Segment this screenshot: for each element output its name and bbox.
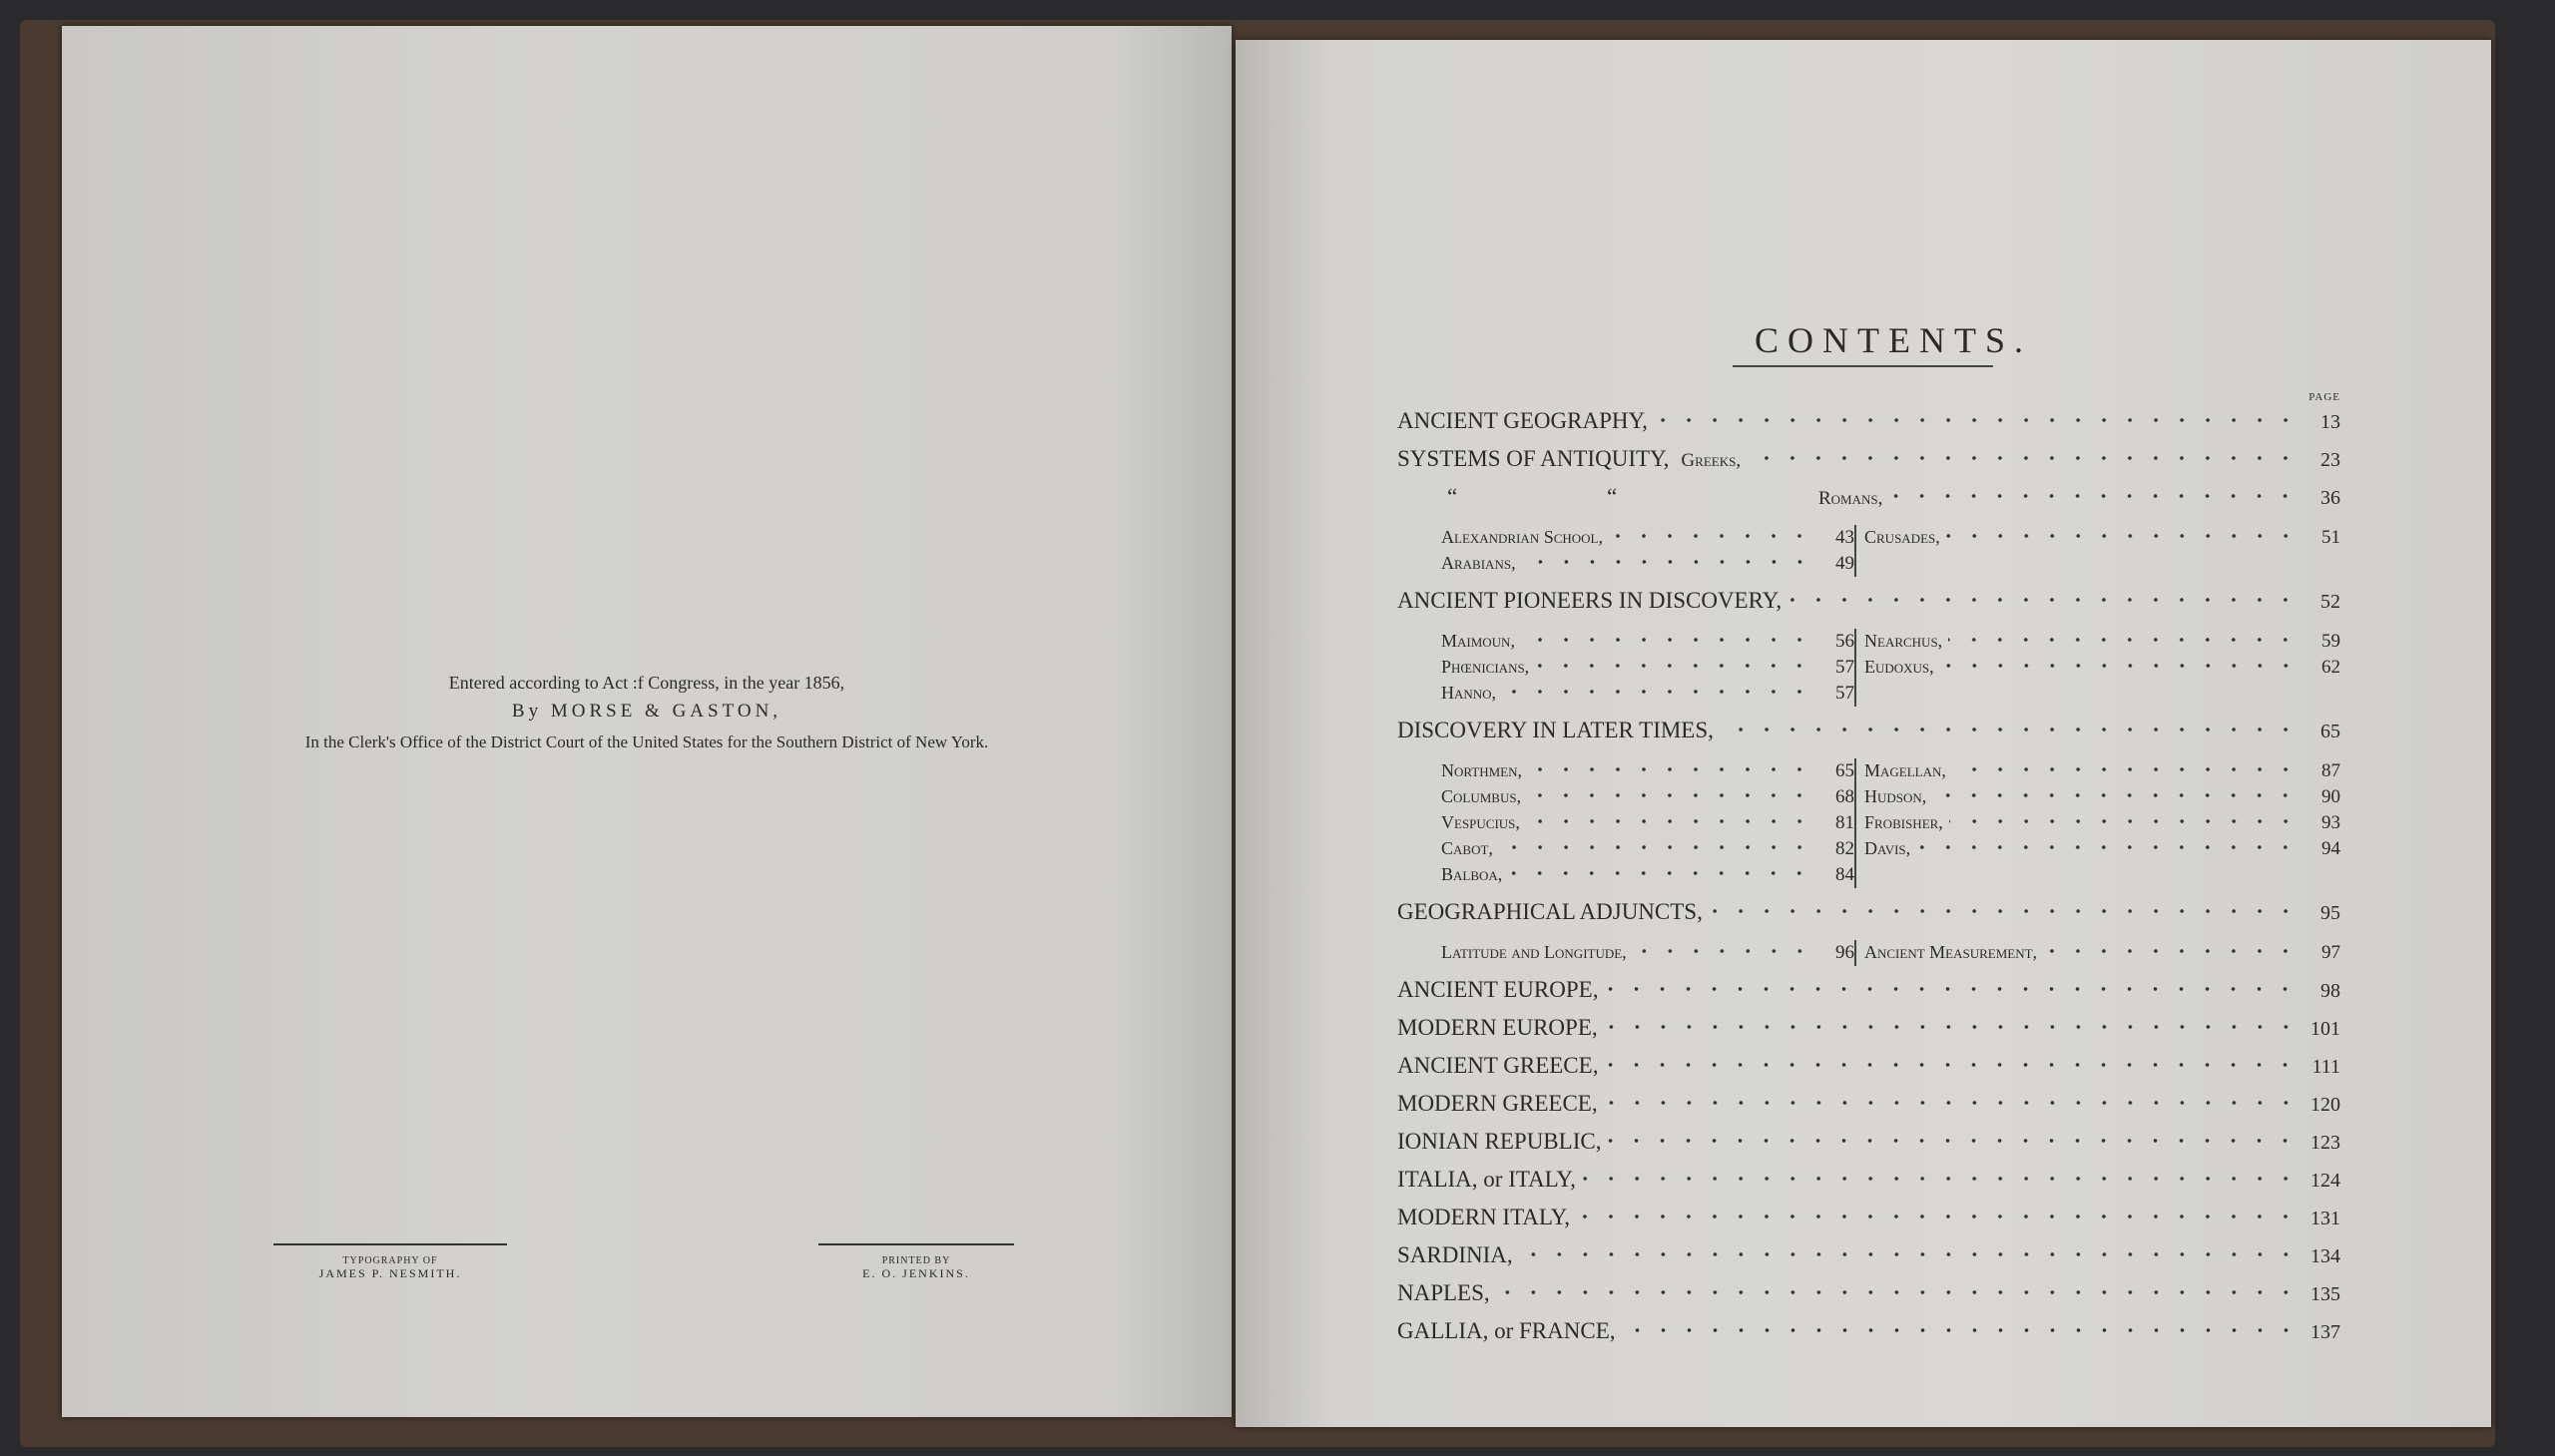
entry-label: MODERN EUROPE, <box>1397 1015 1598 1040</box>
toc-subentry <box>1864 758 2340 784</box>
dot-leader <box>1654 405 2299 428</box>
page-number: 98 <box>2320 980 2340 1002</box>
page-number: 82 <box>1835 838 1854 859</box>
dot-leader <box>1521 629 1812 647</box>
page-column-header: PAGE <box>2308 391 2340 403</box>
entry-label: Hudson, <box>1864 786 1927 806</box>
entry-label: Phœnicians, <box>1441 657 1530 677</box>
page-number: 57 <box>1835 657 1854 678</box>
page-number: 52 <box>2320 591 2340 613</box>
dot-leader <box>1633 940 1812 958</box>
toc-entry <box>1397 896 2340 934</box>
page-number: 90 <box>2321 786 2340 807</box>
entry-label: Davis, <box>1864 838 1911 858</box>
page-number: 65 <box>2320 721 2340 742</box>
toc-column-right <box>1854 758 2340 888</box>
toc-column-left <box>1441 525 1854 577</box>
toc-entry <box>1397 1088 2340 1126</box>
page-number: 87 <box>2321 760 2340 781</box>
dot-leader <box>1949 810 2299 828</box>
dot-leader <box>1582 1164 2299 1187</box>
toc-column-left <box>1441 940 1854 966</box>
page-number: 13 <box>2320 411 2340 433</box>
toc-subentry <box>1441 940 1854 966</box>
page-number: 56 <box>1835 631 1854 652</box>
toc-subentry <box>1864 784 2340 810</box>
copyright-line: Entered according to Act :f Congress, in the year 1856, <box>448 673 845 693</box>
entry-label: DISCOVERY IN LATER TIMES, <box>1397 718 1714 742</box>
dot-leader <box>1604 1012 2299 1035</box>
entry-label: Balboa, <box>1441 864 1503 884</box>
entry-label: ANCIENT EUROPE, <box>1397 977 1599 1002</box>
page-number: 23 <box>2320 449 2340 471</box>
toc-entry <box>1397 1012 2340 1050</box>
page-number: 81 <box>1835 812 1854 833</box>
right-page <box>1236 40 2491 1427</box>
page-number: 95 <box>2320 902 2340 924</box>
page-number: 124 <box>2310 1170 2340 1192</box>
entry-label: Eudoxus, <box>1864 657 1934 677</box>
entry-label: MODERN GREECE, <box>1397 1091 1598 1116</box>
page-number: 120 <box>2310 1094 2340 1116</box>
toc-subentry <box>1864 940 2340 966</box>
toc-entry <box>1397 443 2340 481</box>
toc-column-left <box>1441 629 1854 707</box>
divider <box>818 1243 1014 1245</box>
dot-leader <box>2043 940 2299 958</box>
entry-label: Maimoun, <box>1441 631 1515 651</box>
dot-leader <box>1528 758 1812 776</box>
page-number: 62 <box>2321 657 2340 678</box>
dot-leader <box>1609 525 1812 543</box>
credit-label: PRINTED BY <box>881 1255 951 1266</box>
page-number: 57 <box>1835 683 1854 704</box>
entry-label: GALLIA, or FRANCE, <box>1397 1318 1616 1343</box>
dot-leader <box>1709 896 2299 919</box>
credit-name: E. O. JENKINS. <box>862 1266 970 1280</box>
entry-label: SARDINIA, <box>1397 1242 1513 1267</box>
page-number: 49 <box>1835 553 1854 574</box>
toc-subentry <box>1441 862 1854 888</box>
toc-entry <box>1397 974 2340 1012</box>
entry-label: Latitude and Longitude, <box>1441 942 1627 962</box>
dot-leader <box>1747 443 2299 466</box>
entry-label: Nearchus, <box>1864 631 1943 651</box>
toc-subentry <box>1441 681 1854 707</box>
table-of-contents <box>1397 391 2340 1353</box>
dot-leader <box>1496 1277 2299 1300</box>
entry-label: MODERN ITALY, <box>1397 1205 1571 1229</box>
page-number: 97 <box>2321 942 2340 963</box>
dot-leader <box>1576 1202 2299 1224</box>
page-number: 68 <box>1835 786 1854 807</box>
toc-subentry <box>1441 836 1854 862</box>
toc-subentry <box>1441 551 1854 577</box>
ditto-mark: “ <box>1607 484 1618 509</box>
entry-sublabel: Romans, <box>1818 488 1883 509</box>
dot-leader <box>1508 862 1812 880</box>
toc-subentry <box>1864 525 2340 551</box>
dot-leader <box>1932 784 2299 802</box>
dot-leader <box>1502 681 1812 699</box>
entry-label: ANCIENT GREECE, <box>1397 1053 1599 1078</box>
page-number: 123 <box>2310 1132 2340 1154</box>
entry-sublabel: Greeks, <box>1681 450 1742 471</box>
page-number: 94 <box>2321 838 2340 859</box>
toc-subentries <box>1441 758 2340 888</box>
toc-column-right <box>1854 940 2340 966</box>
toc-subentry <box>1441 525 1854 551</box>
page-number: 59 <box>2321 631 2340 652</box>
page-number: 36 <box>2320 487 2340 509</box>
page-number: 134 <box>2310 1245 2340 1267</box>
toc-entry <box>1397 715 2340 752</box>
page-number: 84 <box>1835 864 1854 885</box>
toc-subentry <box>1864 836 2340 862</box>
toc-entry <box>1397 1202 2340 1239</box>
dot-leader <box>1888 481 2299 504</box>
page-number: 135 <box>2310 1283 2340 1305</box>
printer-credit <box>818 1243 1014 1281</box>
page-number: 131 <box>2310 1208 2340 1229</box>
dot-leader <box>1788 585 2299 608</box>
page-number: 51 <box>2321 527 2340 548</box>
dot-leader <box>1519 1239 2299 1262</box>
entry-label: NAPLES, <box>1397 1280 1490 1305</box>
toc-subentries <box>1441 525 2340 577</box>
page-number: 96 <box>1835 942 1854 963</box>
entry-label: Ancient Measurement, <box>1864 942 2038 962</box>
credit-label: TYPOGRAPHY OF <box>342 1255 438 1266</box>
dot-leader <box>1526 810 1812 828</box>
dot-leader <box>1604 974 2299 997</box>
copyright-office: In the Clerk's Office of the District Court of the United States for the Southern District of New York. <box>304 732 989 751</box>
entry-label: Cabot, <box>1441 838 1493 858</box>
entry-label: Alexandrian School, <box>1441 527 1603 547</box>
toc-entry <box>1397 405 2340 443</box>
page-number: 101 <box>2310 1018 2340 1040</box>
toc-subentry <box>1441 655 1854 681</box>
toc-entry <box>1397 1050 2340 1088</box>
page-title: CONTENTS. <box>1755 320 2032 360</box>
dot-leader <box>1940 655 2299 673</box>
dot-leader <box>1604 1088 2299 1111</box>
entry-label: Arabians, <box>1441 553 1516 573</box>
page-number: 111 <box>2311 1056 2340 1078</box>
divider <box>273 1243 507 1245</box>
copyright-publisher: By MORSE & GASTON, <box>511 701 782 722</box>
entry-label: ITALIA, or ITALY, <box>1397 1167 1576 1192</box>
toc-subentry <box>1441 629 1854 655</box>
entry-label: ANCIENT PIONEERS IN DISCOVERY, <box>1397 588 1783 613</box>
dot-leader <box>1604 1050 2299 1073</box>
dot-leader <box>1720 715 2299 737</box>
toc-entry <box>1397 585 2340 623</box>
toc-column-right <box>1854 629 2340 707</box>
entry-label: ANCIENT GEOGRAPHY, <box>1397 408 1648 433</box>
dot-leader <box>1607 1126 2299 1149</box>
toc-subentry <box>1864 655 2340 681</box>
toc-subentries <box>1441 629 2340 707</box>
page-number: 43 <box>1835 527 1854 548</box>
dot-leader <box>1527 784 1812 802</box>
toc-subentry <box>1441 758 1854 784</box>
toc-subentry <box>1864 810 2340 836</box>
entry-label: IONIAN REPUBLIC, <box>1397 1129 1602 1154</box>
dot-leader <box>1952 758 2299 776</box>
entry-label: Hanno, <box>1441 683 1497 703</box>
toc-column-left <box>1441 758 1854 888</box>
entry-label: Vespucius, <box>1441 812 1520 832</box>
dot-leader <box>1916 836 2299 854</box>
page-number: 65 <box>1835 760 1854 781</box>
entry-label: GEOGRAPHICAL ADJUNCTS, <box>1397 899 1703 924</box>
dot-leader <box>1622 1315 2300 1338</box>
entry-label: Northmen, <box>1441 760 1522 780</box>
toc-subentries <box>1441 940 2340 966</box>
toc-column-right <box>1854 525 2340 577</box>
toc-subentry <box>1441 784 1854 810</box>
ditto-mark: “ <box>1447 484 1458 509</box>
entry-label: SYSTEMS OF ANTIQUITY, <box>1397 446 1670 471</box>
credit-name: JAMES P. NESMITH. <box>318 1266 462 1280</box>
dot-leader <box>1535 655 1812 673</box>
entry-label: Frobisher, <box>1864 812 1943 832</box>
dot-leader <box>1522 551 1812 569</box>
entry-label: Columbus, <box>1441 786 1522 806</box>
dot-leader <box>1948 629 2299 647</box>
divider <box>1733 365 1993 367</box>
toc-subentry <box>1864 629 2340 655</box>
toc-entry <box>1397 481 2340 519</box>
typography-credit <box>273 1243 507 1281</box>
toc-entry <box>1397 1239 2340 1277</box>
toc-entry <box>1397 1277 2340 1315</box>
entry-label: Crusades, <box>1864 527 1940 547</box>
dot-leader <box>1946 525 2299 543</box>
page-number: 93 <box>2321 812 2340 833</box>
entry-label: Magellan, <box>1864 760 1946 780</box>
toc-entry <box>1397 1126 2340 1164</box>
toc-entry <box>1397 1315 2340 1353</box>
left-page <box>62 26 1232 1417</box>
toc-subentry <box>1441 810 1854 836</box>
toc-entry <box>1397 1164 2340 1202</box>
page-number: 137 <box>2310 1321 2340 1343</box>
dot-leader <box>1499 836 1812 854</box>
